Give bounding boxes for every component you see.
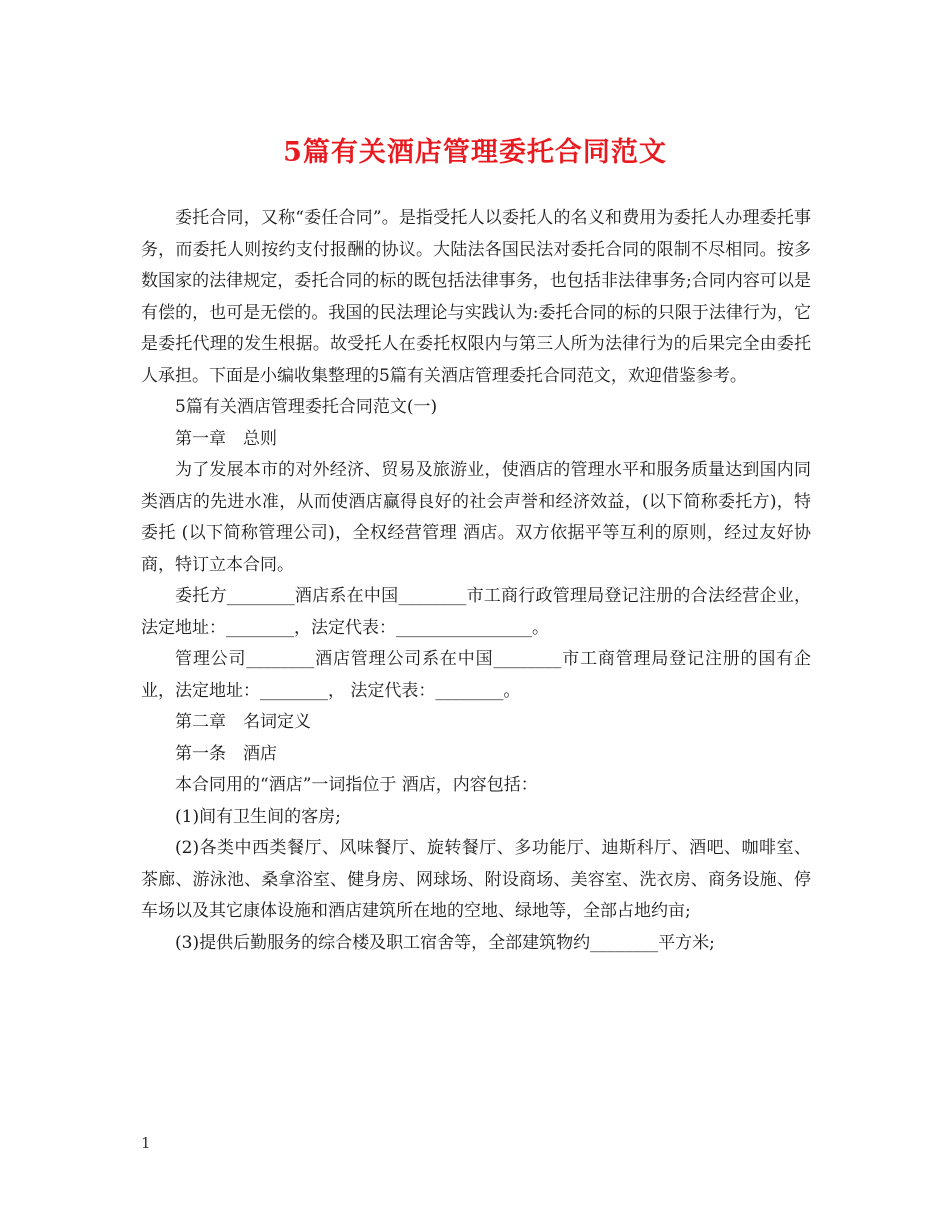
paragraph-intro: 委托合同，又称“委任合同”。是指受托人以委托人的名义和费用为委托人办理委托事务，而委托人则按约支付报酬的协议。大陆法各国民法对委托合同的限制不尽相同。按多数国家的法律规定，委托合同的标的既包括法律事务，也包括非法律事务;合同内容可以是有偿的，也可是无偿的。我国的民法理论与实践认为:委托合同的标的只限于法律行为，它是委托代理的发生根据。故受托人在委托权限内与第三人所为法律行为的后果完全由委托人承担。下面是小编收集整理的5篇有关酒店管理委托合同范文，欢迎借鉴参考。 [141,208,811,386]
paragraph-item-1: (1)间有卫生间的客房; [175,806,341,827]
paragraph-article-1: 第一条 酒店 [175,743,277,764]
paragraph-item-2: (2)各类中西类餐厅、风味餐厅、旋转餐厅、多功能厅、迪斯科厅、酒吧、咖啡室、茶廊、游泳池、桑拿浴室、健身房、网球场、附设商场、美容室、洗衣房、商务设施、停车场以及其它康体设施和酒店建筑所在地的空地、绿地等，全部占地约亩; [141,838,811,921]
document-title: 5篇有关酒店管理委托合同范文 [283,137,667,168]
paragraph-chapter-1: 第一章 总则 [175,428,277,449]
paragraph-purpose: 为了发展本市的对外经济、贸易及旅游业，使酒店的管理水平和服务质量达到国内同类酒店的先进水准，从而使酒店赢得良好的社会声誉和经济效益，(以下简称委托方)，特委托 (以下简称管理公司)，全权经营管理 酒店。双方依据平等互利的原则，经过友好协商，特订立本合同。 [141,460,811,575]
paragraph-hotel-definition: 本合同用的“酒店”一词指位于 酒店，内容包括： [175,775,538,795]
paragraph-management-company: 管理公司________酒店管理公司系在中国________市工商管理局登记注册的国有企业，法定地址：________， 法定代表：________。 [141,649,811,701]
paragraph-item-3: (3)提供后勤服务的综合楼及职工宿舍等，全部建筑物约________平方米; [175,932,715,953]
document-body [141,203,811,959]
page-number: 1 [141,1134,151,1152]
paragraph-contract-heading: 5篇有关酒店管理委托合同范文(一) [175,397,438,417]
paragraph-chapter-2: 第二章 名词定义 [175,712,311,732]
paragraph-client: 委托方________酒店系在中国________市工商行政管理局登记注册的合法经营企业，法定地址：________，法定代表：________________。 [141,586,811,638]
